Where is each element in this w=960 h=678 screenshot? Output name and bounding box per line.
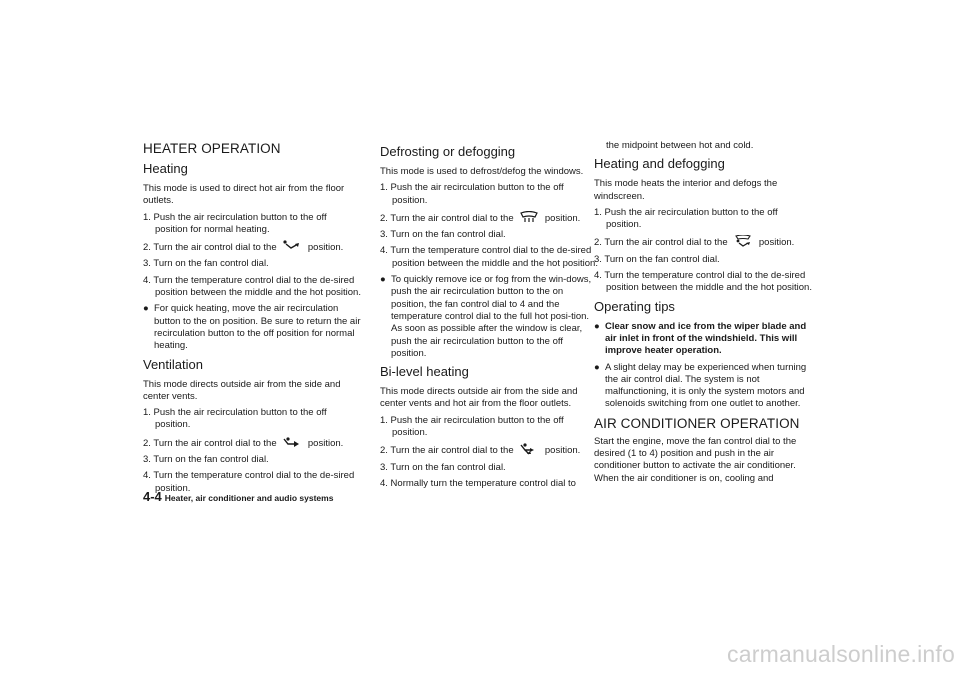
heating-step-1: 1. Push the air recirculation button to the off position for normal heating. xyxy=(143,211,327,235)
heading-heating: Heating xyxy=(143,161,188,176)
page-number: 4-4 xyxy=(143,489,162,504)
defrost-intro: This mode is used to defrost/defog the windows. xyxy=(380,166,584,177)
heatdefog-step-3: 3. Turn on the fan control dial. xyxy=(594,253,720,265)
heatdefog-step-2: 2. Turn the air control dial to the position. xyxy=(594,237,795,249)
heading-heating-and-defogging: Heating and defogging xyxy=(594,156,725,172)
column-2 xyxy=(380,140,598,494)
defrost-step-4: 4. Turn the temperature control dial to the de-sired position between the middle and the hot position. xyxy=(380,245,598,269)
section-name: Heater, air conditioner and audio systems xyxy=(164,493,334,503)
defrost-tip-bullet: ● To quickly remove ice or fog from the win-dows, push the air recirculation button to the on position, the fan control dial to 4 and the temperature control dial to the full hot posi-tion. As soon as possible after the window is clear, push the air recirculation button to the off position. xyxy=(380,274,592,359)
ventilation-intro: This mode directs outside air from the side and center vents. xyxy=(143,378,341,402)
heating-tip-bullet: ● For quick heating, move the air recirculation button to the on position. Be sure to return the air recirculation button to the off position for normal heating. xyxy=(143,303,361,352)
bilevel-step-2: 2. Turn the air control dial to the position. xyxy=(380,445,581,457)
defrost-step-3: 3. Turn on the fan control dial. xyxy=(380,229,506,241)
face-vent-icon xyxy=(282,436,302,448)
section-title-air-conditioner: AIR CONDITIONER OPERATION xyxy=(594,415,800,431)
heatdefog-step-4: 4. Turn the temperature control dial to the de-sired position between the middle and the hot position. xyxy=(594,270,812,294)
defrost-step-2: 2. Turn the air control dial to the position. xyxy=(380,212,581,224)
bilevel-step-1: 1. Push the air recirculation button to the off position. xyxy=(380,414,564,439)
heating-step-3: 3. Turn on the fan control dial. xyxy=(143,258,269,270)
watermark: carmanualsonline.info xyxy=(727,641,955,667)
ventilation-step-2: 2. Turn the air control dial to the position. xyxy=(143,437,344,449)
bullet-dot: ● xyxy=(594,320,600,332)
bilevel-step-4: 4. Normally turn the temperature control dial to xyxy=(380,477,576,489)
bilevel-intro: This mode directs outside air from the side and center vents and hot air from the floor outlets. xyxy=(380,386,578,410)
heading-bi-level-heating: Bi-level heating xyxy=(380,364,469,380)
heading-operating-tips: Operating tips xyxy=(594,298,675,314)
bullet-dot: ● xyxy=(380,274,386,286)
heading-defrosting: Defrosting or defogging xyxy=(380,144,516,159)
defrost-icon xyxy=(519,211,539,223)
heatdefog-step-1: 1. Push the air recirculation button to the off position. xyxy=(594,206,778,231)
heating-step-2: 2. Turn the air control dial to the position. xyxy=(143,242,344,254)
column-1 xyxy=(143,140,361,499)
heating-intro: This mode is used to direct hot air from the floor outlets. xyxy=(143,183,345,207)
defrost-step-1: 1. Push the air recirculation button to the off position. xyxy=(380,182,564,206)
ventilation-step-1: 1. Push the air recirculation button to the off position. xyxy=(143,407,327,431)
bi-level-icon xyxy=(519,443,539,455)
bullet-dot: ● xyxy=(143,303,149,315)
floor-vent-icon xyxy=(282,240,302,252)
bilevel-step-4-continued: the midpoint between hot and cold. xyxy=(606,140,754,151)
ventilation-step-4: 4. Turn the temperature control dial to the de-sired position. xyxy=(143,470,355,494)
tips-bullet-2: ● A slight delay may be experienced when turning the air control dial. The system is not malfunctioning, it is only the system motors and solenoids switching from one outlet to another. xyxy=(594,361,807,410)
tips-bullet-1: ● Clear snow and ice from the wiper blade and air inlet in front of the windshield. This will improve heater operation. xyxy=(594,320,807,357)
ac-intro: Start the engine, move the fan control dial to the desired (1 to 4) position and push in the air conditioner button to activate the air conditioner. When the air conditioner is on, cooling and xyxy=(594,435,797,484)
floor-defrost-icon xyxy=(733,235,753,247)
page-footer xyxy=(143,488,333,506)
heading-ventilation: Ventilation xyxy=(143,356,203,372)
bullet-dot: ● xyxy=(594,361,600,373)
heatdefog-intro: This mode heats the interior and defogs the windscreen. xyxy=(594,178,778,202)
bilevel-step-3: 3. Turn on the fan control dial. xyxy=(380,461,506,473)
section-title-heater-operation: HEATER OPERATION xyxy=(143,141,281,156)
heating-step-4: 4. Turn the temperature control dial to the de-sired position between the middle and the hot position. xyxy=(143,274,361,299)
column-3 xyxy=(594,140,812,489)
ventilation-step-3: 3. Turn on the fan control dial. xyxy=(143,454,269,466)
